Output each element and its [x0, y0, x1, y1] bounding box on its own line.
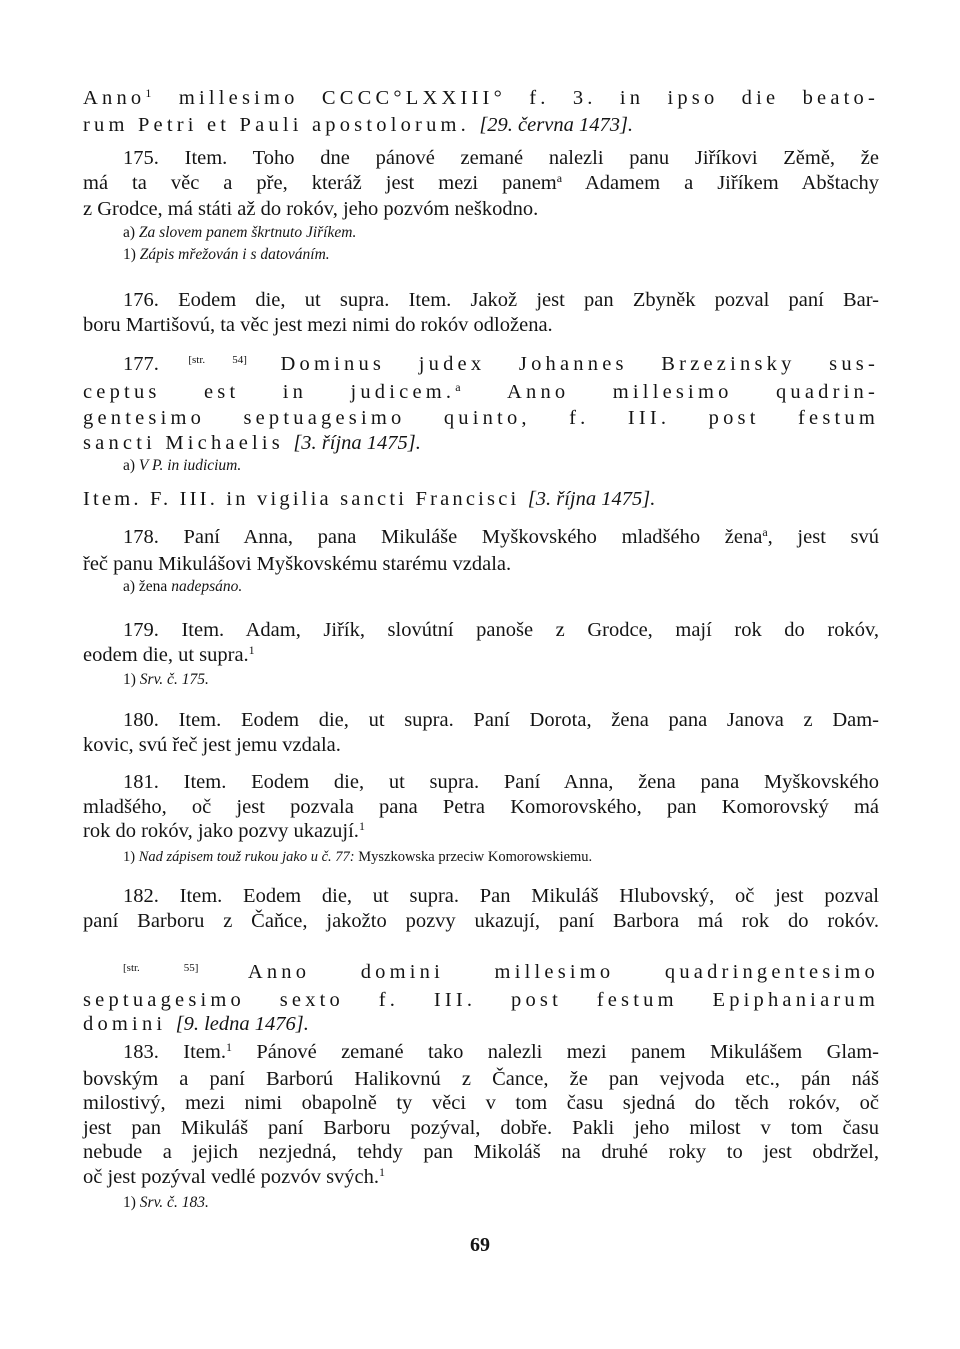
entry-180-line-2: kovic, svú řeč jest jemu vzdala. — [83, 733, 341, 756]
entry-180 — [83, 708, 879, 757]
entry-176-line-2: boru Martišovú, ta věc jest mezi nimi do rokóv odložena. — [83, 313, 553, 336]
entry-175 — [83, 146, 879, 266]
entry-177-line-1: 177. [str. 54] Dominus judex Johannes Brzezinsky sus- — [123, 353, 879, 375]
entry-182-line-2: paní Barboru z Čaňce, jakožto pozvy ukazují, paní Barbora má rok do rokóv. — [83, 909, 879, 932]
entry-181-line-3: rok do rokóv, jako pozvy ukazují.$^1$ — [83, 819, 365, 843]
section-1476 — [83, 960, 879, 1037]
footnote-177-a: a) V P. in iudicium. — [123, 457, 242, 475]
page-number: 69 — [470, 1234, 490, 1256]
section-line-2: septuagesimo sexto f. III. post festum Epiphaniarum — [83, 988, 879, 1011]
entry-177-line-3: gentesimo septuagesimo quinto, f. III. post festum — [83, 407, 879, 430]
entry-181-line-1: 181. Item. Eodem die, ut supra. Paní Anna, žena pana Myškovského — [123, 771, 879, 793]
entry-181 — [83, 770, 879, 868]
entry-179 — [83, 618, 879, 691]
entry-177-line-4: sancti Michaelis [3. října 1475]. — [83, 431, 421, 454]
entry-177-line-2: ceptus est in judicem.$^a$ Anno millesimo quadrin- — [83, 379, 879, 403]
entry-178-line-2: řeč panu Mikulášovi Myškovskému starému vzdala. — [83, 552, 512, 575]
entry-183-line-5: nebude a jejich nezjedná, tehdy pan Mikoláš na druhé roky to jest obdržel, — [83, 1141, 879, 1164]
footnote-175-1: 1) Zápis mřežován i s datováním. — [123, 245, 330, 263]
footnote-181-1: 1) Nad zápisem touž rukou jako u č. 77: Myszkowska przeciw Komorowskiemu. — [123, 848, 593, 865]
section-line-1: [str. 55] Anno domini millesimo quadringentesimo — [123, 961, 879, 983]
entry-183-line-4: jest pan Mikuláš paní Barboru pozýval, dobře. Pakli jeho milost v tom času — [83, 1116, 879, 1139]
entry-183-line-2: bovským a paní Barború Halikovnú z Čance, že pan vejvoda etc., pán náš — [83, 1067, 879, 1090]
entry-179-line-1: 179. Item. Adam, Jiřík, slovútní panoše z Grodce, mají rok do rokóv, — [123, 619, 879, 641]
footnote-175-a: a) Za slovem panem škrtnuto Jiříkem. — [123, 223, 357, 241]
entry-175-line-2: má ta věc a pře, kteráž jest mezi panem$^a$ Adamem a Jiříkem Abštachy — [83, 170, 879, 194]
entry-183-line-6: oč jest pozýval vedlé pozvóv svých.$^1$ — [83, 1164, 386, 1188]
entry-180-line-1: 180. Item. Eodem die, ut supra. Paní Dorota, žena pana Janova z Dam- — [123, 709, 879, 731]
footnote-179-1: 1) Srv. č. 175. — [123, 671, 209, 689]
entry-182 — [83, 884, 879, 933]
entry-183 — [83, 1040, 879, 1214]
header-block — [83, 86, 879, 137]
entry-178-line-1: 178. Paní Anna, pana Mikuláše Myškovského mladšého žena$^a$, jest svú — [123, 525, 880, 548]
entry-183-line-3: milostivý, mezi nimi obapolně ty věci v tom času sjedná do těch rokóv, oč — [83, 1092, 879, 1115]
entry-175-line-1: 175. Item. Toho dne pánové zemané nalezli panu Jiříkovi Zěmě, že — [123, 147, 879, 169]
section-line-3: domini [9. ledna 1476]. — [83, 1013, 309, 1036]
entry-178 — [83, 525, 879, 598]
entry-175-line-3: z Grodce, má státi až do rokóv, jeho pozvóm neškodno. — [83, 198, 539, 221]
footnote-178-a: a) žena nadepsáno. — [123, 578, 243, 596]
entry-176-line-1: 176. Eodem die, ut supra. Item. Jakož jest pan Zbyněk pozval paní Bar- — [123, 289, 879, 311]
entry-181-line-2: mladšého, oč jest pozvala pana Petra Komorovského, pan Komorovský má — [83, 795, 879, 818]
entry-183-line-1: 183. Item.$^1$ Pánové zemané tako nalezli mezi panem Mikulášem Glam- — [123, 1040, 879, 1063]
header-line-2: rum Petri et Pauli apostolorum. [29. června 1473]. — [83, 113, 634, 136]
entry-177 — [83, 352, 879, 512]
entry-179-line-2: eodem die, ut supra.$^1$ — [83, 642, 255, 666]
entry-176 — [83, 288, 879, 337]
header-line-1: Anno$^1$ millesimo CCCC°LXXIII° f. 3. in ipso die beato- — [83, 86, 879, 109]
entry-177-line-5: Item. F. III. in vigilia sancti Francisci [3. října 1475]. — [83, 488, 656, 511]
footnote-183-1: 1) Srv. č. 183. — [123, 1193, 209, 1211]
entry-182-line-1: 182. Item. Eodem die, ut supra. Pan Mikuláš Hlubovský, oč jest pozval — [123, 885, 879, 907]
